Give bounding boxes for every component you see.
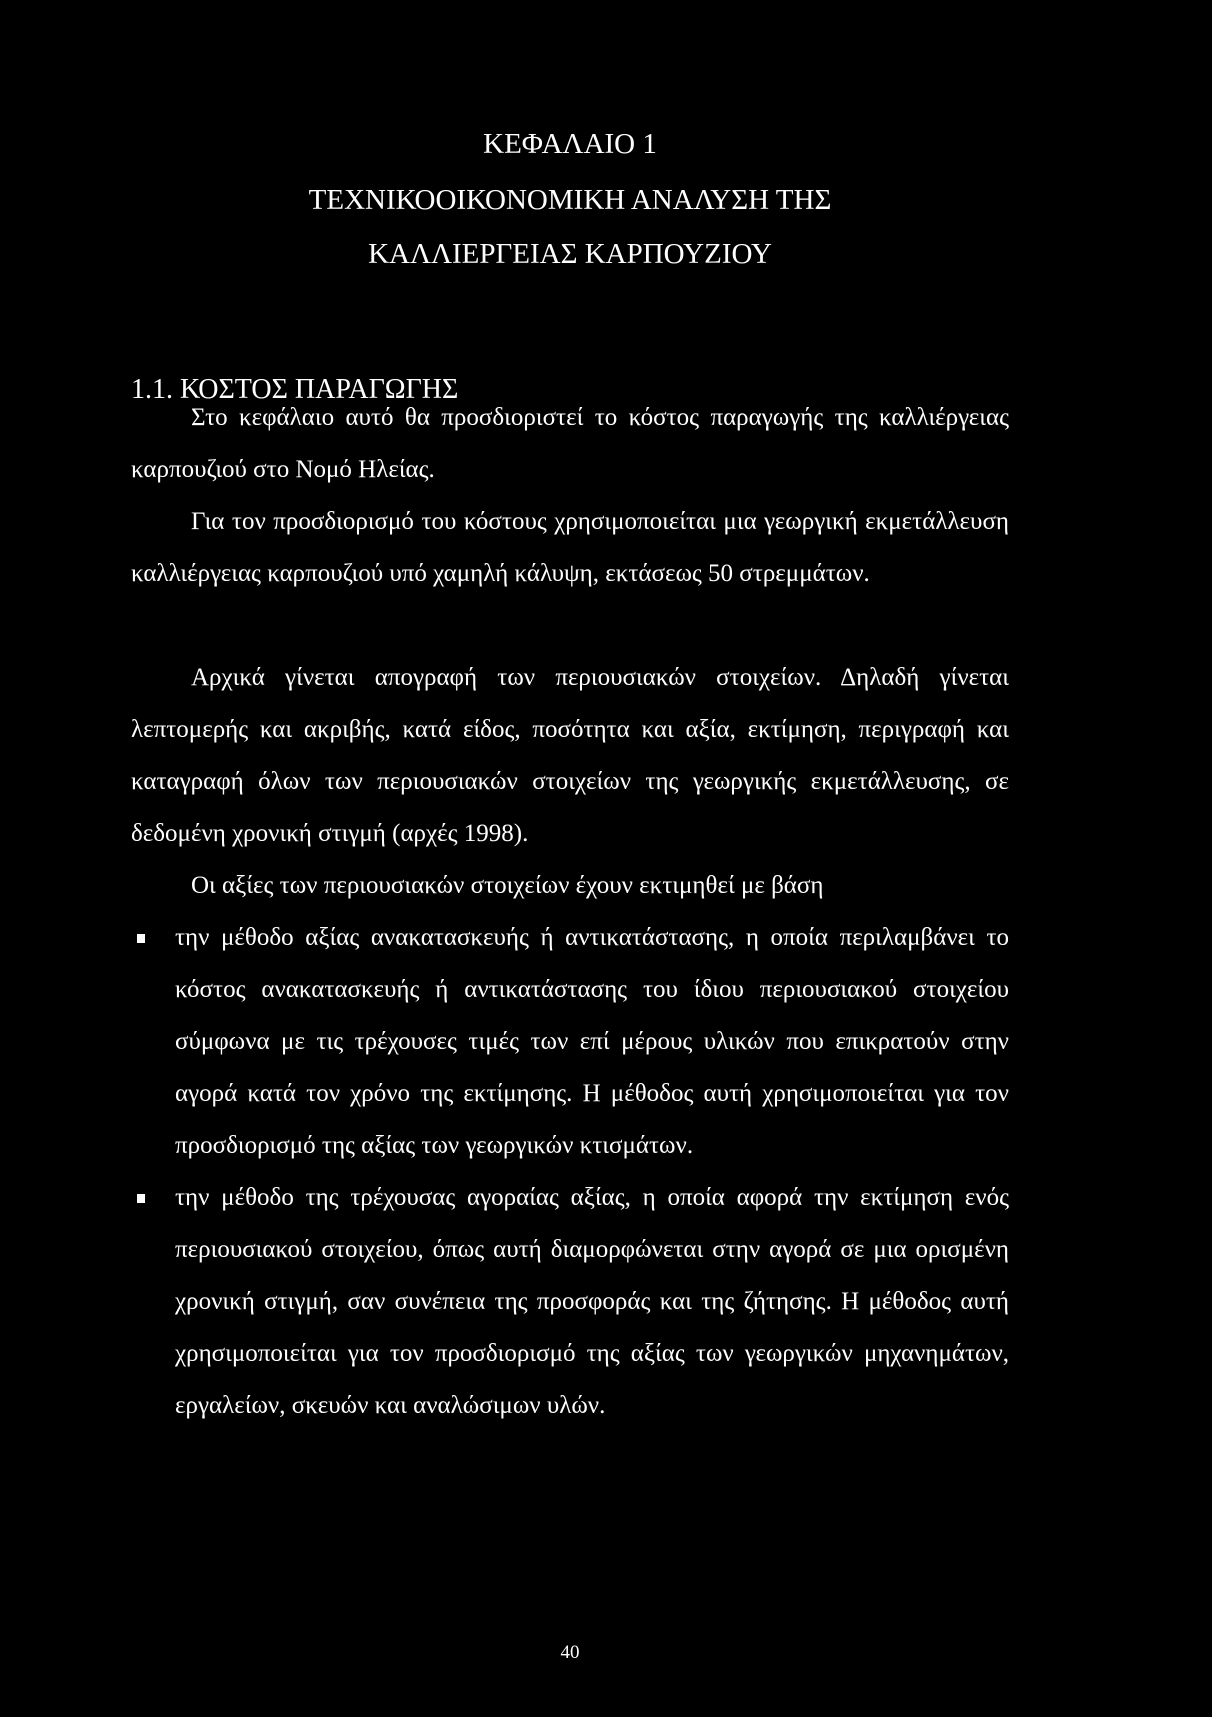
valuation-methods-list (131, 912, 1009, 1432)
chapter-label: ΚΕΦΑΛΑΙΟ 1 (483, 128, 657, 160)
paragraph-farm: Για τον προσδιορισμό του κόστους χρησιμοποιείται μια γεωργική εκμετάλλευση καλλιέργειας καρπουζιού υπό χαμηλή κάλυψη, εκτάσεως 50 στρεμμάτων. (131, 508, 1009, 587)
list-item (131, 1172, 1009, 1432)
paragraph-intro: Στο κεφάλαιο αυτό θα προσδιοριστεί το κόστος παραγωγής της καλλιέργειας καρπουζιού στο Νομό Ηλείας. (131, 404, 1009, 483)
page-number: 40 (560, 1642, 580, 1663)
bullet-square-icon (137, 1194, 145, 1203)
paragraph-valuation-intro: Οι αξίες των περιουσιακών στοιχείων έχουν εκτιμηθεί με βάση (191, 872, 824, 899)
section-title: 1.1. ΚΟΣΤΟΣ ΠΑΡΑΓΩΓΗΣ (131, 374, 459, 405)
chapter-title-line-2: ΚΑΛΛΙΕΡΓΕΙΑΣ ΚΑΡΠΟΥΖΙΟΥ (368, 238, 772, 270)
bullet-square-icon (137, 934, 145, 943)
chapter-title-line-1: ΤΕΧΝΙΚΟΟΙΚΟΝΟΜΙΚΗ ΑΝΑΛΥΣΗ ΤΗΣ (308, 184, 832, 216)
list-item (131, 912, 1009, 1172)
paragraph-inventory: Αρχικά γίνεται απογραφή των περιουσιακών στοιχείων. Δηλαδή γίνεται λεπτομερής και ακριβής, κατά είδος, ποσότητα και αξία, εκτίμηση, περιγραφή και καταγραφή όλων των περιουσιακών στοιχείων της γεωργικής εκμετάλλευσης, σε δεδομένη χρονική στιγμή (αρχές 1998). (131, 664, 1009, 847)
bullet-text: την μέθοδο της τρέχουσας αγοραίας αξίας, η οποία αφορά την εκτίμηση ενός περιουσιακού στοιχείου, όπως αυτή διαμορφώνεται στην αγορά σε μια ορισμένη χρονική στιγμή, σαν συνέπεια της προσφοράς και της ζήτησης. Η μέθοδος αυτή χρησιμοποιείται για τον προσδιορισμό της αξίας των γεωργικών μηχανημάτων, εργαλείων, σκευών και αναλώσιμων υλών. (175, 1184, 1009, 1419)
bullet-text: την μέθοδο αξίας ανακατασκευής ή αντικατάστασης, η οποία περιλαμβάνει το κόστος ανακατασκευής ή αντικατάστασης του ίδιου περιουσιακού στοιχείου σύμφωνα με τις τρέχουσες τιμές των επί μέρους υλικών που επικρατούν στην αγορά κατά τον χρόνο της εκτίμησης. Η μέθοδος αυτή χρησιμοποιείται για τον προσδιορισμό της αξίας των γεωργικών κτισμάτων. (175, 924, 1009, 1159)
